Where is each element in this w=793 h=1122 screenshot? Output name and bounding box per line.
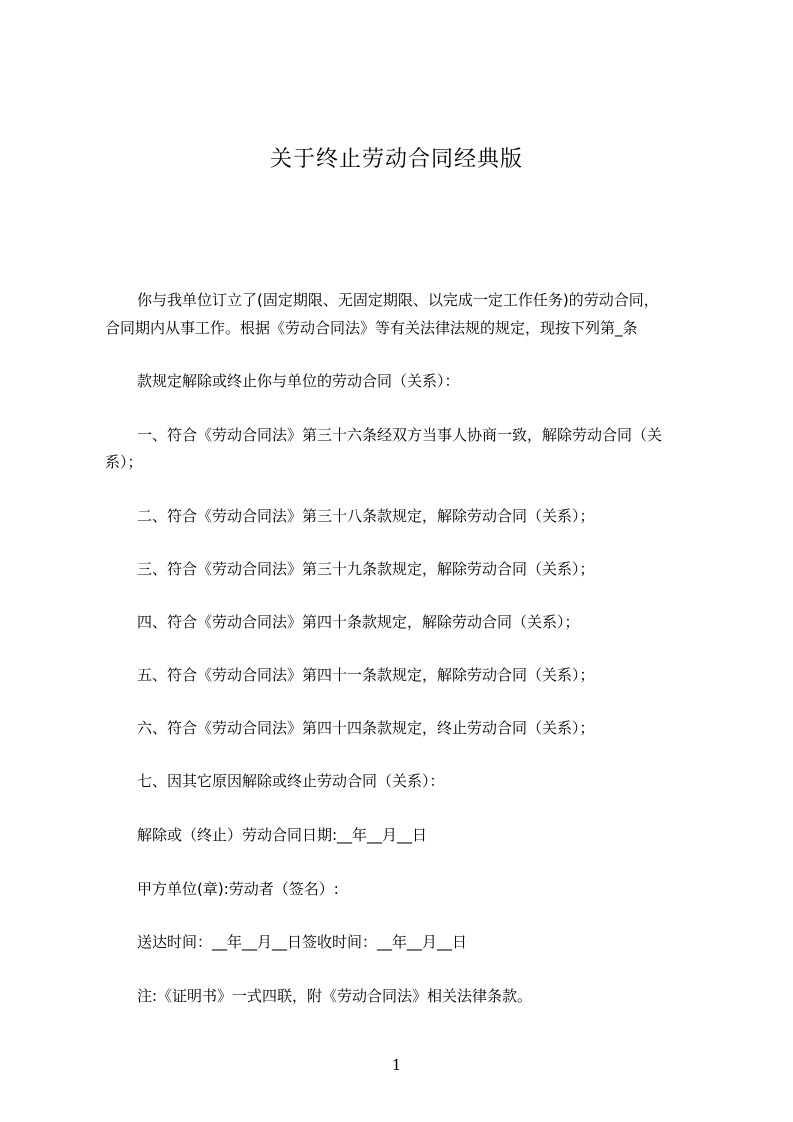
clause-5: 五、符合《劳动合同法》第四十一条款规定，解除劳动合同（关系）； bbox=[137, 666, 595, 684]
clause-1-line-1: 一、符合《劳动合同法》第三十六条经双方当事人协商一致，解除劳动合同（关 bbox=[137, 426, 663, 444]
paragraph-1-line-2: 合同期内从事工作。根据《劳动合同法》等有关法律法规的规定，现按下列第_条 bbox=[105, 319, 638, 337]
document-title: 关于终止劳动合同经典版 bbox=[269, 147, 523, 172]
termination-date-line: 解除或（终止）劳动合同日期:__年__月__日 bbox=[137, 826, 428, 844]
clause-7: 七、因其它原因解除或终止劳动合同（关系）： bbox=[137, 772, 445, 790]
page-number: 1 bbox=[391, 1056, 402, 1074]
clause-2: 二、符合《劳动合同法》第三十八条款规定，解除劳动合同（关系）； bbox=[137, 507, 595, 525]
paragraph-1-line-1: 你与我单位订立了(固定期限、无固定期限、以完成一定工作任务)的劳动合同， bbox=[137, 291, 659, 309]
note-line: 注:《证明书》一式四联，附《劳动合同法》相关法律条款。 bbox=[137, 987, 533, 1005]
clause-4: 四、符合《劳动合同法》第四十条款规定，解除劳动合同（关系）； bbox=[137, 613, 580, 631]
clause-1-line-2: 系）； bbox=[105, 453, 143, 471]
signature-line: 甲方单位(章):劳动者（签名）: bbox=[137, 880, 339, 898]
paragraph-2: 款规定解除或终止你与单位的劳动合同（关系）： bbox=[137, 372, 460, 390]
delivery-time-line: 送达时间：__年__月__日签收时间：__年__月__日 bbox=[137, 933, 468, 951]
clause-6: 六、符合《劳动合同法》第四十四条款规定，终止劳动合同（关系）； bbox=[137, 719, 595, 737]
clause-3: 三、符合《劳动合同法》第三十九条款规定，解除劳动合同（关系）； bbox=[137, 560, 595, 578]
